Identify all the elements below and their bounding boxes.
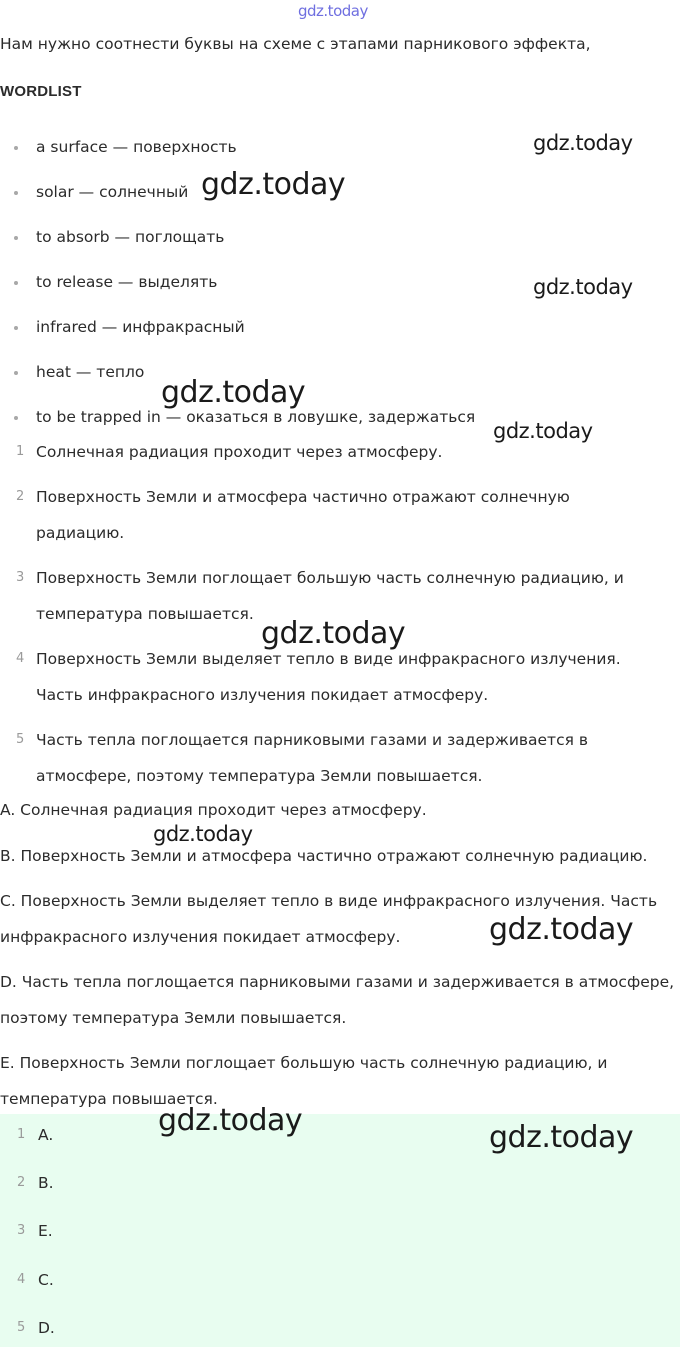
watermark: gdz.today: [493, 419, 593, 443]
watermark: gdz.today: [533, 131, 633, 155]
step-text: Солнечная радиация проходит через атмосферу.: [36, 443, 443, 461]
answer-number: 4: [17, 1272, 26, 1287]
option-e: E. Поверхность Земли поглощает большую часть солнечную радиацию, и температура повышается.: [0, 1054, 608, 1108]
wordlist-item-text: solar — солнечный: [36, 183, 189, 201]
answer-number: 1: [17, 1127, 26, 1142]
bullet-icon: [14, 371, 18, 375]
bullet-icon: [14, 326, 18, 330]
wordlist-item-text: infrared — инфракрасный: [36, 318, 245, 336]
step-text: Поверхность Земли и атмосфера частично отражают солнечную радиацию.: [36, 488, 570, 542]
option-d: D. Часть тепла поглощается парниковыми газами и задерживается в атмосфере, поэтому температура Земли повышается.: [0, 973, 675, 1027]
bullet-icon: [14, 146, 18, 150]
option-c: C. Поверхность Земли выделяет тепло в виде инфракрасного излучения. Часть инфракрасного излучения покидает атмосферу.: [0, 892, 658, 946]
watermark: gdz.today: [153, 822, 253, 846]
watermark: gdz.today: [201, 167, 346, 202]
step-number: 5: [16, 732, 25, 747]
bullet-icon: [14, 281, 18, 285]
wordlist-item-text: a surface — поверхность: [36, 138, 237, 156]
step-text: Часть тепла поглощается парниковыми газами и задерживается в атмосфере, поэтому температура Земли повышается.: [36, 731, 588, 785]
wordlist-item-text: heat — тепло: [36, 363, 145, 381]
bullet-icon: [14, 416, 18, 420]
top-watermark: gdz.today: [298, 2, 368, 20]
watermark: gdz.today: [489, 912, 634, 947]
watermark: gdz.today: [533, 275, 633, 299]
answer-number: 2: [17, 1175, 26, 1190]
answer-value: C.: [38, 1271, 54, 1289]
watermark: gdz.today: [261, 616, 406, 651]
wordlist-item-text: to be trapped in — оказаться в ловушке, задержаться: [36, 408, 476, 426]
watermark: gdz.today: [489, 1120, 634, 1155]
answer-value: A.: [38, 1126, 54, 1144]
option-b: B. Поверхность Земли и атмосфера частично отражают солнечную радиацию.: [0, 847, 648, 865]
step-number: 1: [16, 444, 25, 459]
wordlist-item-text: to release — выделять: [36, 273, 218, 291]
watermark: gdz.today: [161, 375, 306, 410]
step-number: 3: [16, 570, 25, 585]
answer-number: 5: [17, 1320, 26, 1335]
watermark: gdz.today: [158, 1103, 303, 1138]
answer-value: B.: [38, 1174, 54, 1192]
answer-value: E.: [38, 1222, 53, 1240]
wordlist-item-text: to absorb — поглощать: [36, 228, 225, 246]
intro-text: Нам нужно соотнести буквы на схеме с этапами парникового эффекта,: [0, 35, 591, 53]
bullet-icon: [14, 236, 18, 240]
answer-value: D.: [38, 1319, 55, 1337]
step-number: 4: [16, 651, 25, 666]
answer-number: 3: [17, 1223, 26, 1238]
step-text: Поверхность Земли выделяет тепло в виде инфракрасного излучения. Часть инфракрасного излучения покидает атмосферу.: [36, 650, 621, 704]
step-number: 2: [16, 489, 25, 504]
wordlist-heading: WORDLIST: [0, 83, 82, 100]
option-a: A. Солнечная радиация проходит через атмосферу.: [0, 801, 427, 819]
step-text: Поверхность Земли поглощает большую часть солнечную радиацию, и температура повышается.: [36, 569, 624, 623]
bullet-icon: [14, 191, 18, 195]
